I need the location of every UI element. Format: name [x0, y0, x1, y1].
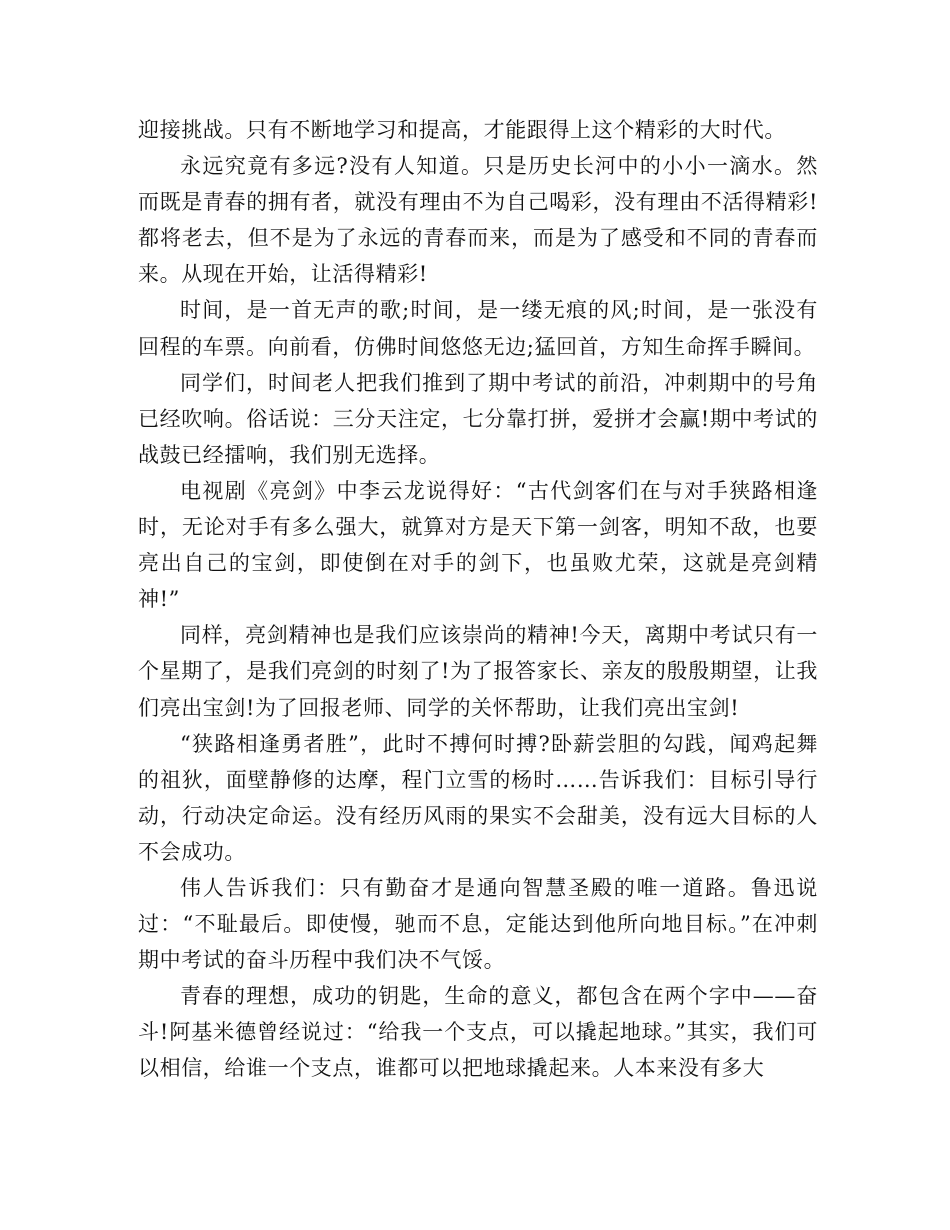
paragraph: 电视剧《亮剑》中李云龙说得好：“古代剑客们在与对手狭路相逢时，无论对手有多么强大，就算对方是天下第一剑客，明知不敌，也要亮出自己的宝剑，即使倒在对手的剑下，也虽败尤荣，这就是亮剑精神!”: [138, 478, 818, 612]
paragraph: 青春的理想，成功的钥匙，生命的意义，都包含在两个字中——奋斗!阿基米德曾经说过：“给我一个支点，可以撬起地球。”其实，我们可以相信，给谁一个支点，谁都可以把地球撬起来。人本来没有多大: [138, 984, 818, 1081]
paragraph: 时间，是一首无声的歌;时间，是一缕无痕的风;时间，是一张没有回程的车票。向前看，仿佛时间悠悠无边;猛回首，方知生命挥手瞬间。: [138, 298, 818, 359]
paragraph: 迎接挑战。只有不断地学习和提高，才能跟得上这个精彩的大时代。: [138, 118, 786, 142]
paragraph: 伟人告诉我们：只有勤奋才是通向智慧圣殿的唯一道路。鲁迅说过：“不耻最后。即使慢，驰而不息，定能达到他所向地目标。”在冲刺期中考试的奋斗历程中我们决不气馁。: [138, 875, 818, 973]
paragraph: 永远究竟有多远?没有人知道。只是历史长河中的小小一滴水。然而既是青春的拥有者，就没有理由不为自己喝彩，没有理由不活得精彩!都将老去，但不是为了永远的青春而来，而是为了感受和不同的青春而来。从现在开始，让活得精彩!: [138, 154, 818, 287]
paragraph: 同样，亮剑精神也是我们应该崇尚的精神!今天，离期中考试只有一个星期了，是我们亮剑的时刻了!为了报答家长、亲友的殷殷期望，让我们亮出宝剑!为了回报老师、同学的关怀帮助，让我们亮出宝剑!: [138, 623, 818, 720]
paragraph: 同学们，时间老人把我们推到了期中考试的前沿，冲刺期中的号角已经吹响。俗话说：三分天注定，七分靠打拼，爱拼才会赢!期中考试的战鼓已经擂响，我们别无选择。: [138, 370, 818, 467]
paragraph: “狭路相逢勇者胜”，此时不搏何时搏?卧薪尝胆的勾践，闻鸡起舞的祖狄，面壁静修的达摩，程门立雪的杨时……告诉我们：目标引导行动，行动决定命运。没有经历风雨的果实不会甜美，没有远大目标的人不会成功。: [138, 731, 818, 864]
document-body: [138, 112, 818, 1087]
